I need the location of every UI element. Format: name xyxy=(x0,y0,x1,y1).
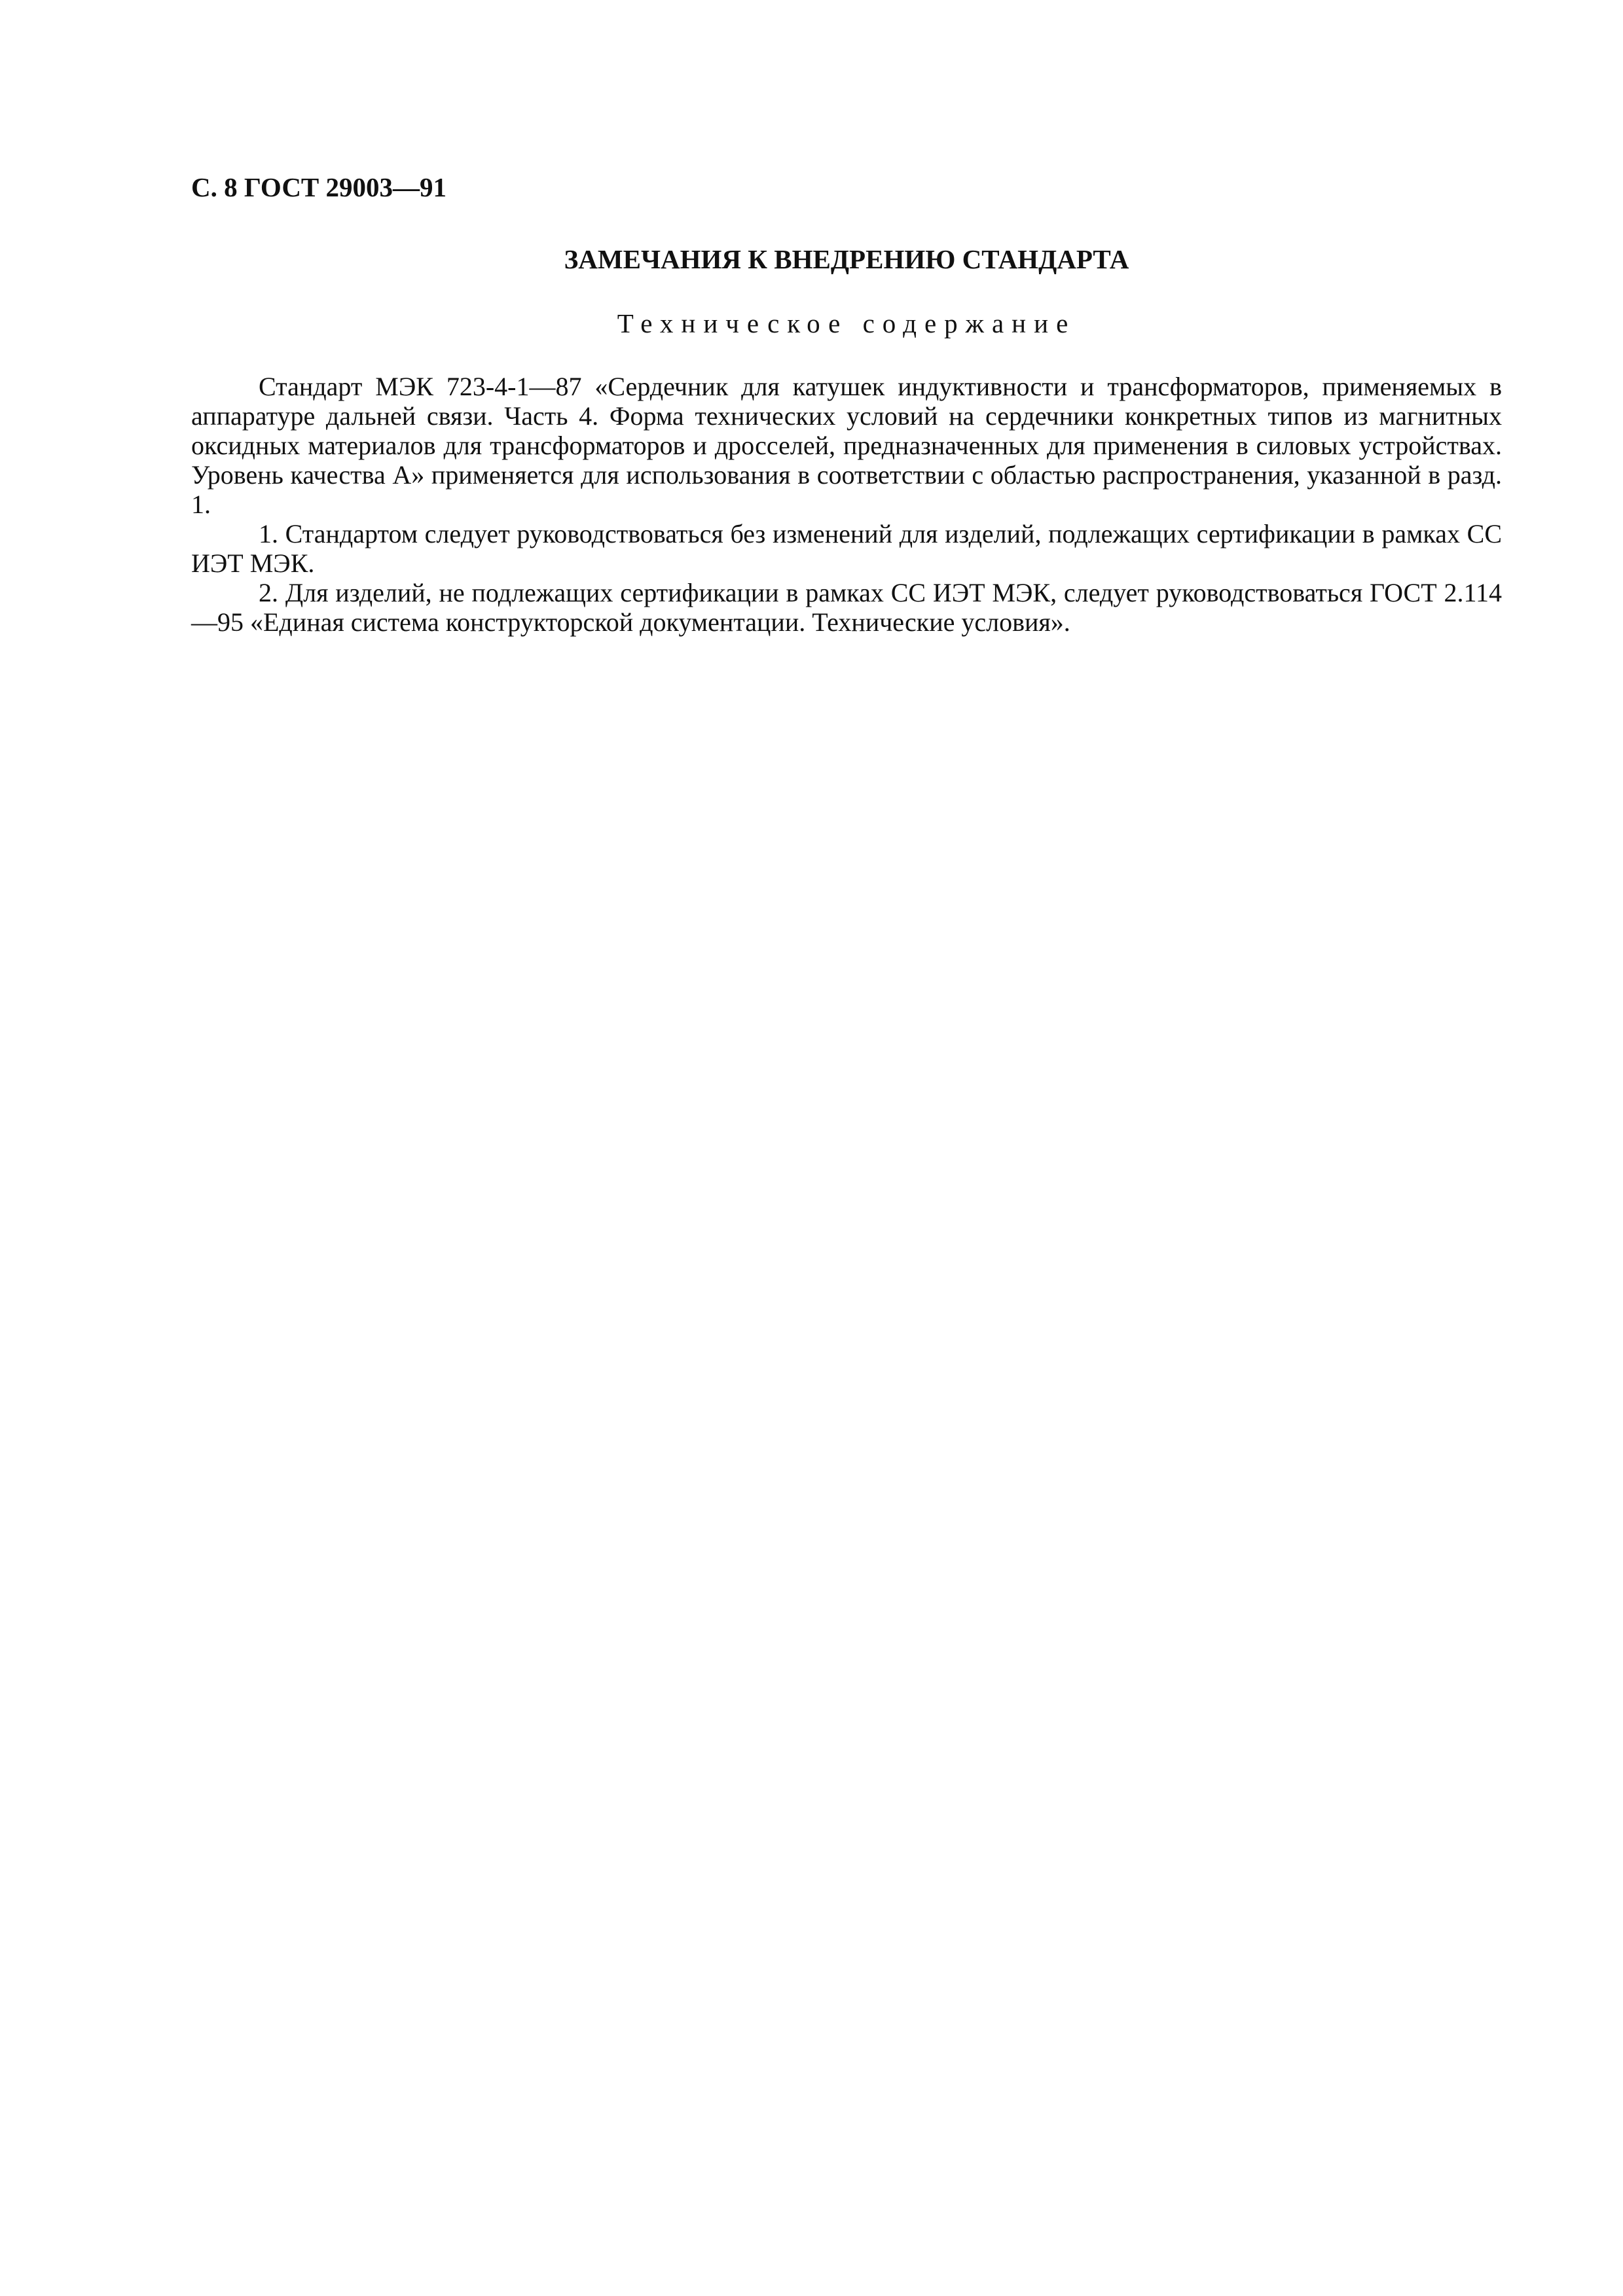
document-page xyxy=(191,0,1502,2296)
body-text xyxy=(191,372,1502,637)
document-title: ЗАМЕЧАНИЯ К ВНЕДРЕНИЮ СТАНДАРТА xyxy=(564,244,1129,274)
section-subtitle: Техническое содержание xyxy=(617,308,1076,338)
paragraph-item-1: 1. Стандартом следует руководствоваться без изменений для изделий, подлежащих сертификации в рамках СС ИЭТ МЭК. xyxy=(191,519,1502,578)
page-header: С. 8 ГОСТ 29003—91 xyxy=(191,172,447,202)
paragraph-intro: Стандарт МЭК 723-4-1—87 «Сердечник для катушек индуктивности и трансформаторов, применяемых в аппаратуре дальней связи. Часть 4. Форма технических условий на сердечники конкретных типов из магнитных оксидных материалов для трансформаторов и дросселей, предназначенных для применения в силовых устройствах. Уровень качества А» применяется для использования в соответствии с областью распространения, указанной в разд. 1. xyxy=(191,372,1502,519)
paragraph-item-2: 2. Для изделий, не подлежащих сертификации в рамках СС ИЭТ МЭК, следует руководствоваться ГОСТ 2.114—95 «Единая система конструкторской документации. Технические условия». xyxy=(191,578,1502,637)
